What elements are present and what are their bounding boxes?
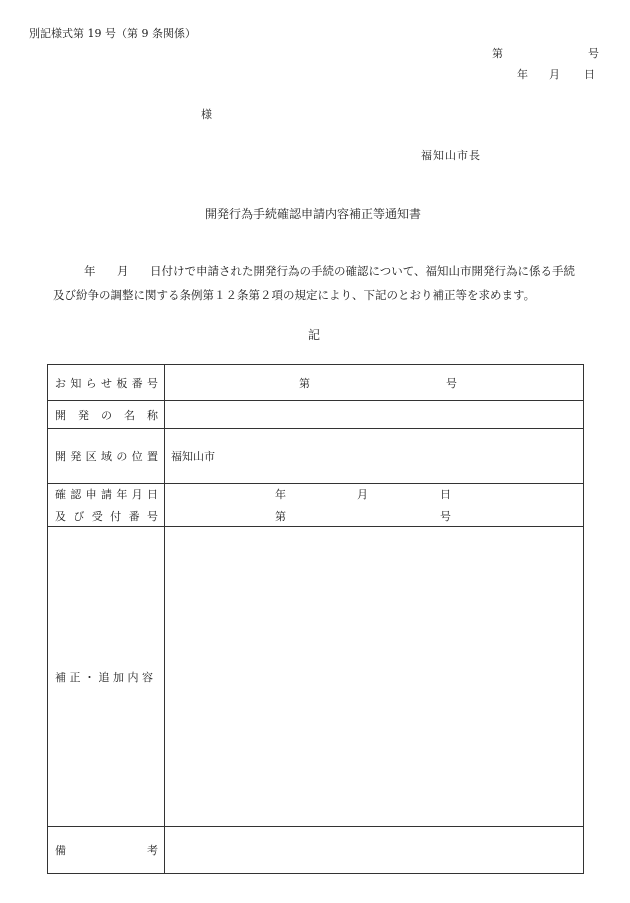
label-char: ら [85,376,97,390]
addressee-honorific: 様 [201,108,212,121]
issue-date-month: 月 [549,68,560,81]
row-correction [48,527,584,827]
label-char: 申 [85,488,97,501]
remarks-label-cell [48,827,165,874]
label-char: 開 [55,408,66,422]
correction-label [48,669,164,685]
label-char: 知 [70,376,82,390]
label-char: 認 [70,488,82,501]
label-char: 請 [100,488,112,501]
label-char: 受 [91,510,103,523]
body-text-line-2: 及び紛争の調整に関する条例第１２条第２項の規定により、下記のとおり補正等を求めます。 [53,288,536,302]
dev-area-label-cell [48,429,165,484]
receipt-no-suffix: 号 [440,510,451,523]
dev-area-value-cell[interactable] [165,429,584,484]
label-char: 発 [78,408,89,422]
remarks-label [48,842,164,858]
label-char: 付 [110,510,122,523]
document-number-prefix: 第 [492,47,503,60]
label-char: 置 [146,450,158,463]
body-month: 月 [117,264,129,278]
form-identifier: 別記様式第 19 号（第 9 条関係） [29,27,196,40]
label-char: 内 [127,670,139,684]
label-char: 板 [116,376,128,390]
notice-board-value-cell[interactable] [165,365,584,401]
dev-name-label-cell [48,401,165,429]
label-char: 日 [146,488,158,501]
issue-date-year: 年 [517,68,528,81]
label-char: 補 [55,670,66,684]
dev-name-label [48,407,164,423]
label-char: び [73,510,85,523]
label-char: 正 [69,670,81,684]
label-char: 及 [55,510,66,523]
label-char: 名 [124,408,135,422]
label-char: 号 [146,376,158,390]
body-text-line-1-rest: 日付けで申請された開発行為の手続の確認について、福知山市開発行為に係る手続 [150,264,576,278]
label-char: の [116,450,128,463]
label-char: 区 [85,450,97,463]
notice-board-number [165,375,583,391]
body-text-line-1 [84,266,575,278]
confirm-date-value [165,486,583,502]
dev-area-value: 福知山市 [171,450,215,463]
confirm-date-label-wrap [48,486,164,524]
remarks-label-2: 考 [147,844,158,857]
row-notice-board [48,365,584,401]
label-char: ・ [84,670,95,684]
notice-table [47,364,584,874]
confirm-date-day: 日 [440,488,451,501]
label-char: 容 [142,670,153,684]
correction-label-cell [48,527,165,827]
label-char: 域 [100,450,112,463]
row-remarks [48,827,584,874]
notice-no-prefix: 第 [299,376,310,390]
document-number-suffix: 号 [588,47,599,60]
label-char: 開 [55,450,66,463]
correction-value-cell[interactable] [165,527,584,827]
issuer-name: 福知山市長 [421,149,481,162]
label-char: 称 [147,408,158,422]
confirm-date-label-2 [55,508,158,524]
label-char: 年 [116,488,128,501]
notice-no-suffix: 号 [446,376,457,390]
confirm-date-value-cell[interactable] [165,484,584,527]
confirm-date-year: 年 [275,488,286,501]
label-char: 追 [98,670,110,684]
issue-date-day: 日 [584,68,595,81]
receipt-number [165,508,583,524]
row-confirm-date [48,484,584,527]
confirm-date-label-1 [55,486,158,502]
dev-name-value-cell[interactable] [165,401,584,429]
label-char: お [55,376,66,390]
ki-marker: 記 [308,328,321,342]
label-char: 発 [70,450,82,463]
remarks-label-1: 備 [55,844,66,857]
label-char: 加 [113,670,124,684]
row-development-area [48,429,584,484]
label-char: せ [100,376,112,390]
label-char: 号 [146,510,158,523]
dev-area-label [48,448,164,464]
confirm-date-month: 月 [357,488,368,501]
label-char: 月 [131,488,143,501]
label-char: 番 [131,376,143,390]
label-char: 番 [128,510,140,523]
label-char: 確 [55,488,66,501]
notice-board-label-cell [48,365,165,401]
notice-board-label [48,375,164,391]
label-char: 位 [131,450,143,463]
document-title: 開発行為手続確認申請内容補正等通知書 [205,207,422,221]
row-development-name [48,401,584,429]
label-char: の [101,408,112,422]
receipt-no-prefix: 第 [275,510,286,523]
confirm-date-label-cell [48,484,165,527]
body-year: 年 [84,264,96,278]
remarks-value-cell[interactable] [165,827,584,874]
